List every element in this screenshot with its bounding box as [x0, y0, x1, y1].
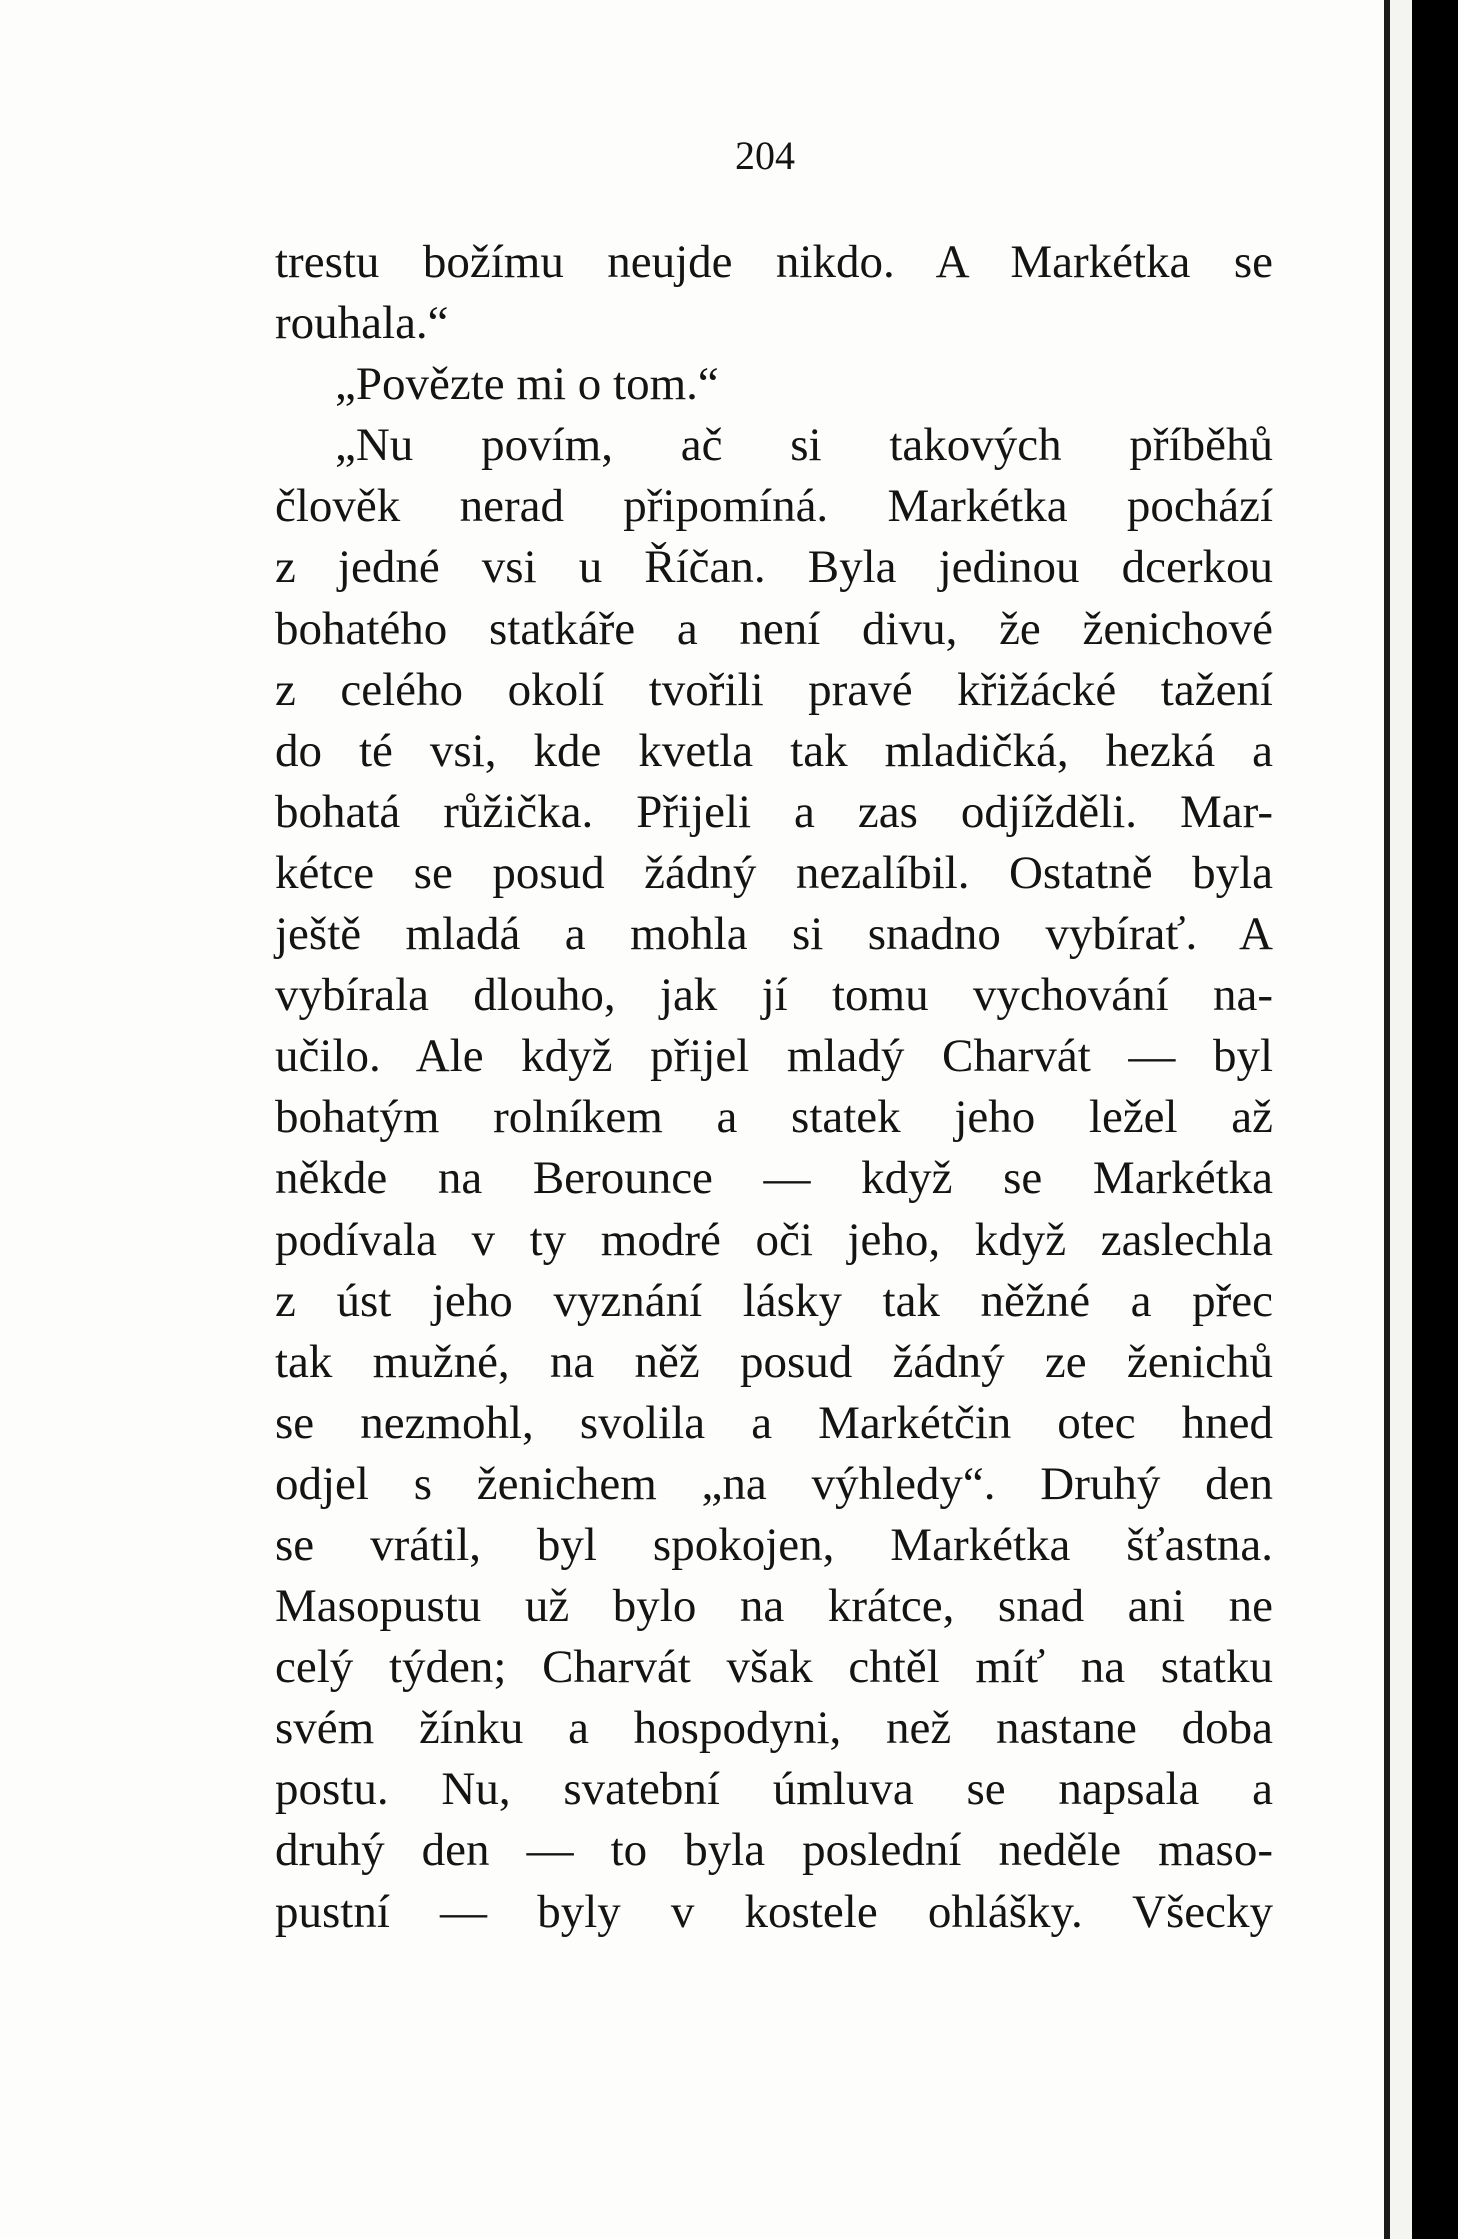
text-line: bohatého statkáře a není divu, že ženichové [275, 602, 1273, 655]
text-line: Masopustu už bylo na krátce, snad ani ne [275, 1580, 1273, 1633]
text-line: celý týden; Charvát však chtěl míť na statku [275, 1641, 1273, 1694]
text-line: rouhala.“ [275, 297, 449, 350]
text-line: se vrátil, byl spokojen, Markétka šťastna. [275, 1518, 1273, 1571]
text-line: člověk nerad připomíná. Markétka pochází [275, 480, 1273, 533]
text-line: bohatá růžička. Přijeli a zas odjížděli. Mar- [275, 785, 1273, 838]
page-margin-strip [1390, 0, 1412, 2239]
text-line: pustní — byly v kostele ohlášky. Všecky [275, 1885, 1273, 1938]
page-number: 204 [735, 133, 795, 178]
text-line: odjel s ženichem „na výhledy“. Druhý den [275, 1457, 1273, 1510]
text-line: někde na Berounce — když se Markétka [275, 1152, 1273, 1205]
text-line: trestu božímu neujde nikdo. A Markétka se [275, 236, 1273, 288]
text-line: z celého okolí tvořili pravé křižácké tažení [275, 663, 1273, 716]
text-line: „Povězte mi o tom.“ [335, 358, 719, 411]
text-line: bohatým rolníkem a statek jeho ležel až [275, 1091, 1273, 1144]
text-line: do té vsi, kde kvetla tak mladičká, hezká a [275, 724, 1273, 777]
text-line: vybírala dlouho, jak jí tomu vychování na- [275, 969, 1273, 1022]
text-line: z jedné vsi u Říčan. Byla jedinou dcerkou [275, 541, 1273, 594]
text-line: z úst jeho vyznání lásky tak něžné a přec [275, 1274, 1273, 1327]
text-line: se nezmohl, svolila a Markétčin otec hned [275, 1396, 1273, 1449]
text-line: tak mužné, na něž posud žádný ze ženichů [275, 1335, 1273, 1388]
text-line: ještě mladá a mohla si snadno vybírať. A [275, 908, 1273, 961]
body-text [275, 232, 1273, 1943]
text-line: podívala v ty modré oči jeho, když zaslechla [275, 1213, 1273, 1266]
text-line: učilo. Ale když přijel mladý Charvát — byl [275, 1030, 1273, 1083]
text-line: druhý den — to byla poslední neděle maso- [275, 1824, 1273, 1877]
text-line: svém žínku a hospodyni, než nastane doba [275, 1702, 1273, 1755]
text-line: „Nu povím, ač si takových příběhů [335, 419, 1273, 472]
text-line: kétce se posud žádný nezalíbil. Ostatně byla [275, 846, 1273, 899]
text-line: postu. Nu, svatební úmluva se napsala a [275, 1763, 1273, 1816]
